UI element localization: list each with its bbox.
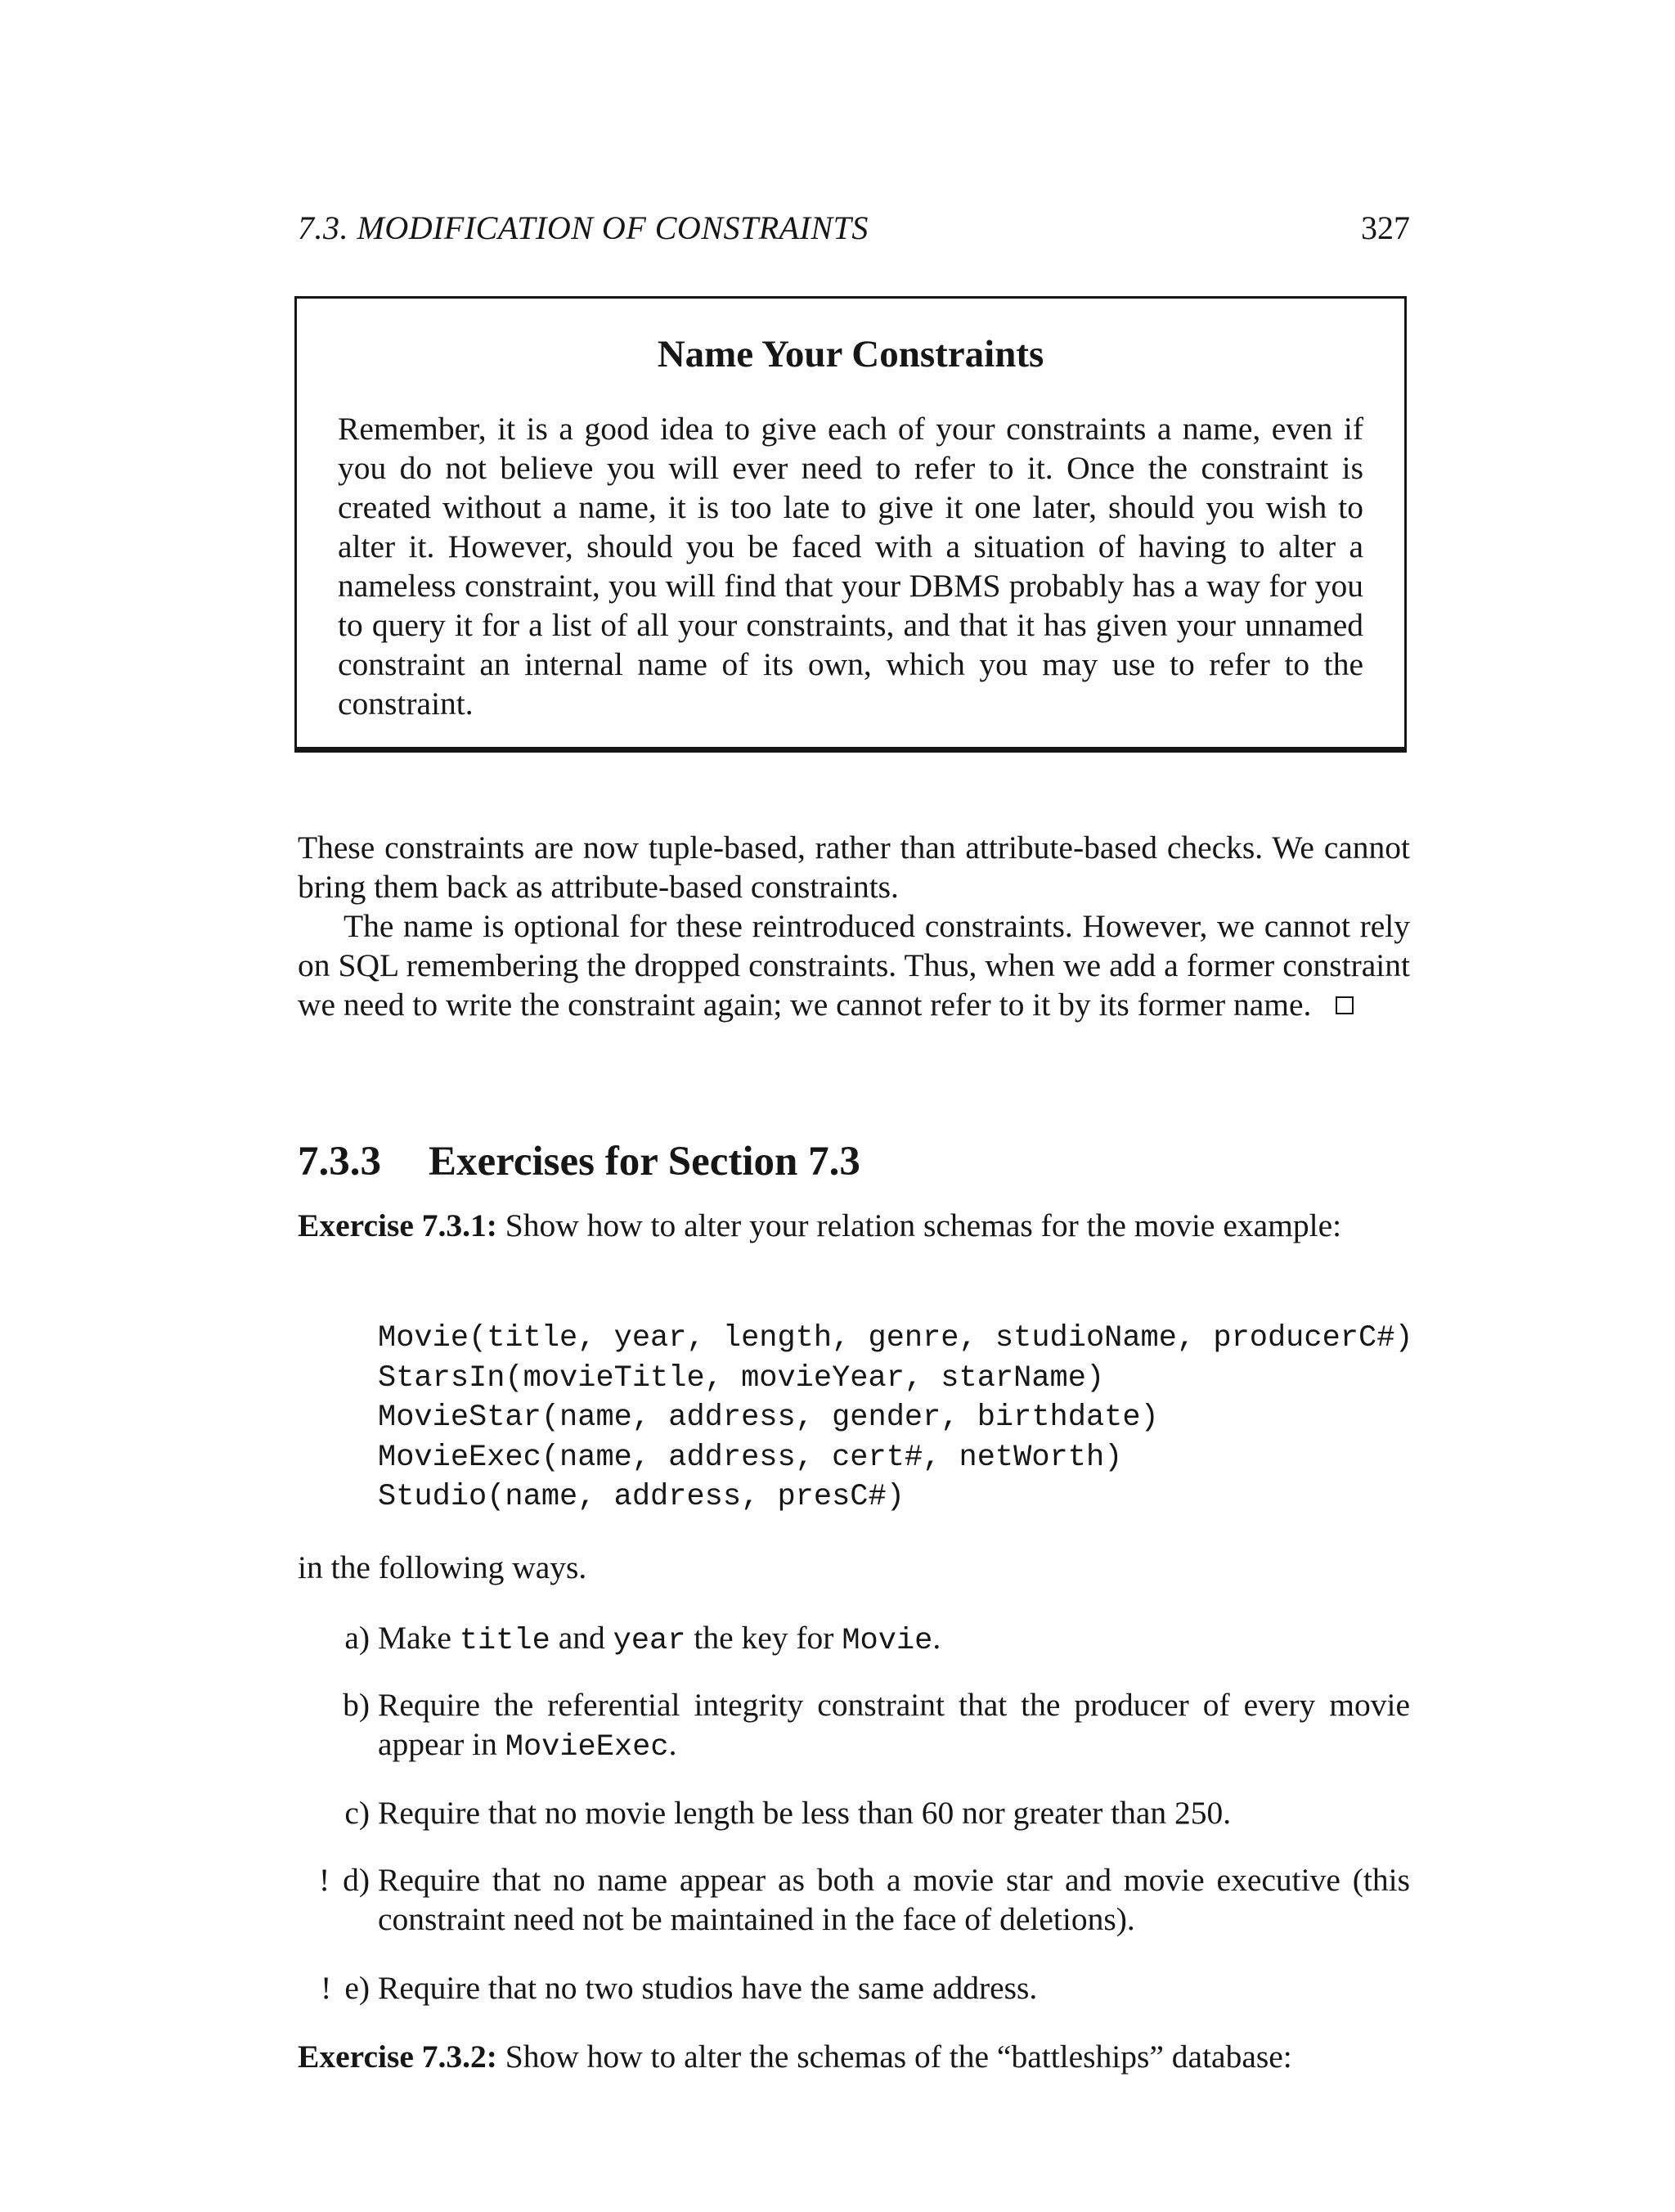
exercise-7-3-1-followup: in the following ways. bbox=[298, 1549, 587, 1585]
sidebar-title: Name Your Constraints bbox=[657, 333, 1044, 375]
exercise-7-3-1-text: Show how to alter your relation schemas for the movie example: bbox=[505, 1207, 1342, 1243]
item-text: Make bbox=[378, 1620, 460, 1656]
item-text: . bbox=[668, 1726, 677, 1762]
item-label-letter: d) bbox=[343, 1862, 370, 1898]
exercise-7-3-1-intro bbox=[298, 1206, 1410, 1245]
paragraph-name-optional bbox=[298, 906, 1410, 1024]
exercise-7-3-2-text: Show how to alter the schemas of the “battleships” database: bbox=[505, 2039, 1292, 2075]
difficulty-mark: ! bbox=[321, 1970, 332, 2006]
item-label: c) bbox=[344, 1795, 370, 1831]
code-movieexec: MovieExec bbox=[505, 1730, 669, 1765]
end-of-proof-icon bbox=[1336, 996, 1354, 1014]
exercise-7-3-2-label: Exercise 7.3.2: bbox=[298, 2039, 497, 2075]
item-text: . bbox=[932, 1620, 941, 1656]
sidebar-box bbox=[294, 296, 1407, 753]
exercise-item-d bbox=[318, 1860, 1410, 1939]
exercise-item-c bbox=[344, 1793, 1410, 1832]
section-number: 7.3.3 bbox=[298, 1139, 381, 1185]
code-movie: Movie bbox=[842, 1624, 933, 1658]
item-text: and bbox=[550, 1620, 613, 1656]
running-head-title: 7.3. MODIFICATION OF CONSTRAINTS bbox=[298, 209, 869, 246]
section-heading bbox=[298, 1137, 1410, 1186]
exercise-7-3-1-label: Exercise 7.3.1: bbox=[298, 1207, 497, 1243]
code-year: year bbox=[613, 1624, 686, 1658]
schema-line: Studio(name, address, presC#) bbox=[378, 1480, 905, 1514]
item-label: b) bbox=[343, 1687, 370, 1723]
item-text: Require that no two studios have the same address. bbox=[378, 1970, 1038, 2006]
schema-line: MovieStar(name, address, gender, birthdate) bbox=[378, 1400, 1159, 1435]
exercise-item-e bbox=[321, 1968, 1410, 2007]
schema-line: MovieExec(name, address, cert#, netWorth) bbox=[378, 1440, 1123, 1475]
paragraph-tuple-based: These constraints are now tuple-based, rather than attribute-based checks. We cannot bring them back as attribute-based constraints. bbox=[298, 830, 1410, 905]
item-text: Require the referential integrity constraint that the producer of every movie appear in bbox=[378, 1687, 1410, 1762]
item-label-letter: e) bbox=[344, 1970, 370, 2006]
item-label: a) bbox=[344, 1620, 370, 1656]
item-text: the key for bbox=[685, 1620, 842, 1656]
item-label bbox=[272, 1860, 370, 1900]
schema-line: StarsIn(movieTitle, movieYear, starName) bbox=[378, 1360, 1105, 1396]
exercise-item-a bbox=[344, 1618, 1410, 1661]
schema-line: Movie(title, year, length, genre, studioName, producerC#) bbox=[378, 1321, 1413, 1356]
item-text: Require that no name appear as both a movie star and movie executive (this constraint need not be maintained in the face of deletions). bbox=[378, 1862, 1410, 1937]
item-label bbox=[272, 1968, 370, 2007]
schema-code-block bbox=[378, 1319, 1441, 1517]
running-head bbox=[298, 209, 1410, 248]
paragraph-name-optional-text: The name is optional for these reintroduced constraints. However, we cannot rely on SQL remembering the dropped constraints. Thus, when we add a former constraint we need to write the constraint again; we cannot refer to it by its former name. bbox=[298, 908, 1410, 1023]
item-text: Require that no movie length be less than 60 nor greater than 250. bbox=[378, 1795, 1232, 1831]
difficulty-mark: ! bbox=[318, 1862, 330, 1898]
page-number: 327 bbox=[1361, 209, 1410, 246]
exercise-item-b bbox=[343, 1685, 1410, 1767]
sidebar-body: Remember, it is a good idea to give each of your constraints a name, even if you do not believe you will ever need to refer to it. Once the constraint is created without a name, it is too late to give it one later, should you wish to alter it. However, should you be faced with a situation of having to alter a nameless constraint, you will find that your DBMS probably has a way for you to query it for a list of all your constraints, and that it has given your unnamed constraint an internal name of its own, which you may use to refer to the constraint. bbox=[338, 411, 1363, 722]
exercise-7-3-2 bbox=[298, 2037, 1410, 2076]
code-title: title bbox=[459, 1624, 550, 1658]
section-title: Exercises for Section 7.3 bbox=[429, 1139, 860, 1185]
